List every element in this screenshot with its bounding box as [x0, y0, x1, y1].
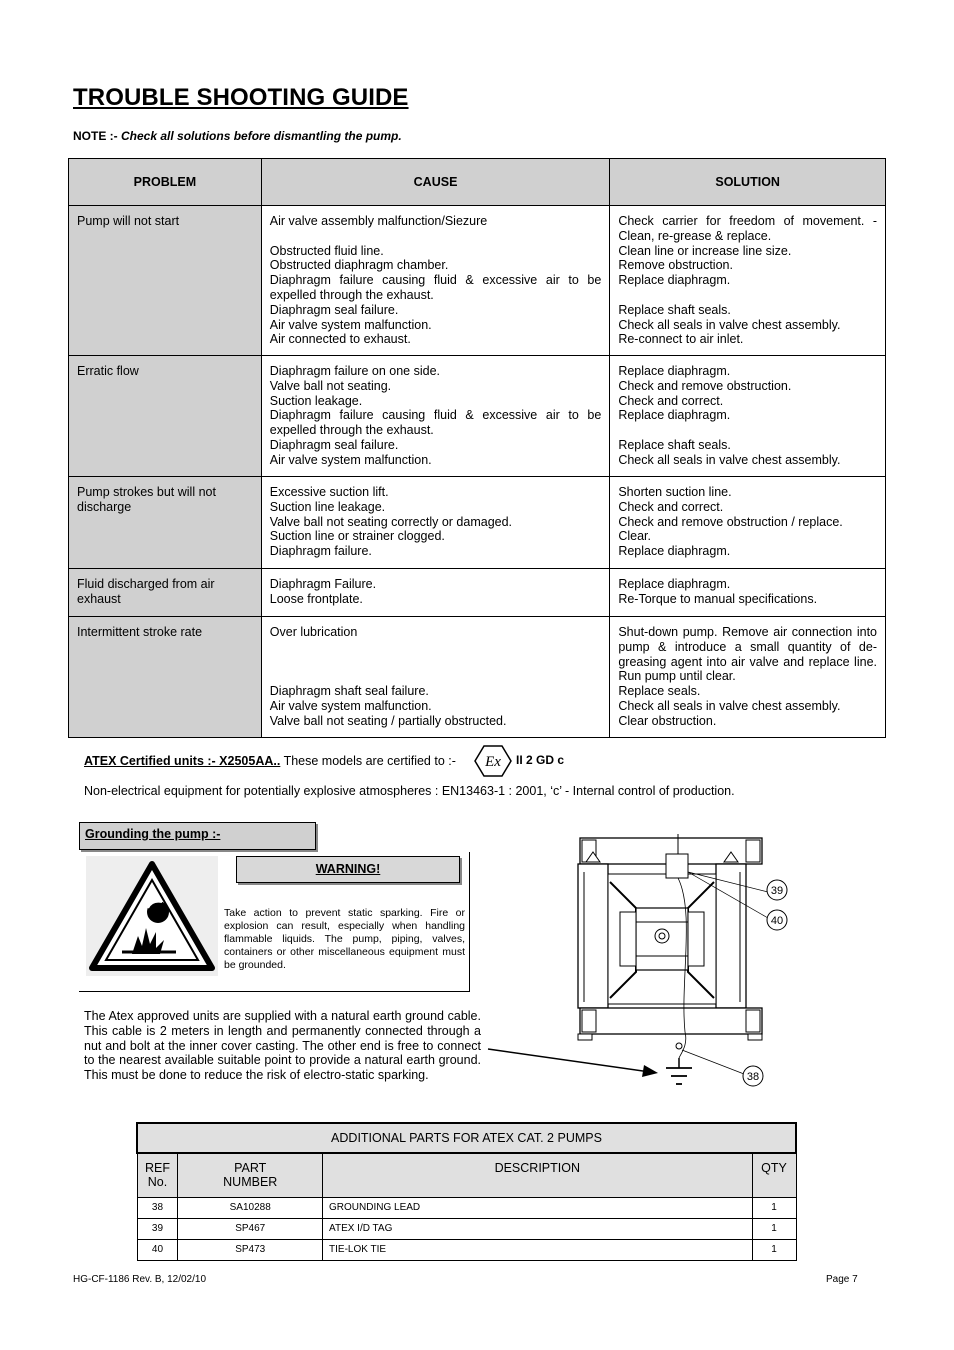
solution-cell [610, 617, 886, 738]
header-cause: CAUSE [261, 159, 610, 206]
pump-diagram [480, 832, 800, 1099]
cause-cell [261, 356, 610, 477]
row-desc: TIE-LOK TIE [323, 1239, 753, 1260]
cause-line: Loose frontplate. [269, 591, 363, 606]
row-ref: 38 [137, 1197, 178, 1218]
solution-line: Check all seals in valve chest assembly. [618, 698, 841, 713]
solution-line: Replace diaphragm. [618, 577, 731, 591]
solution-line: Replace diaphragm. [618, 273, 731, 288]
problem-cell: Intermittent stroke rate [69, 617, 262, 738]
solution-cell [610, 206, 886, 356]
callout-38: 38 [746, 1071, 760, 1083]
table-header-row [69, 159, 886, 206]
row-qty: 1 [752, 1197, 796, 1218]
table-row [69, 206, 886, 356]
table-row [69, 617, 886, 738]
solution-line: Replace seals. [618, 684, 701, 699]
table-row [69, 356, 886, 477]
solution-line: Check and remove obstruction. [618, 378, 792, 393]
problem-cell: Erratic flow [69, 356, 262, 477]
header-problem: PROBLEM [69, 159, 262, 206]
note-text: Check all solutions before dismantling the pump. [121, 129, 402, 143]
cause-line: Air connected to exhaust. [269, 332, 411, 347]
header-part-line2: NUMBER [223, 1175, 278, 1189]
grounding-description: The Atex approved units are supplied with a natural earth ground cable. This cable is 2 meters in length and permanently connected through a nut and bolt at the inner cover casting. The other end is free to connect to the nearest available suitable point to provide a natural earth ground. This must be done to reduce the risk of electro-static sparking. [84, 1009, 481, 1083]
solution-line: Remove obstruction. [618, 258, 733, 273]
atex-certification-line [84, 754, 456, 768]
troubleshooting-table [68, 158, 886, 738]
row-part: SP473 [178, 1239, 323, 1260]
solution-line: Check all seals in valve chest assembly. [618, 317, 841, 332]
cause-line: Obstructed fluid line. [269, 243, 384, 258]
cause-line: Diaphragm seal failure. [269, 437, 399, 452]
parts-caption: ADDITIONAL PARTS FOR ATEX CAT. 2 PUMPS [137, 1123, 796, 1153]
header-ref [137, 1153, 178, 1197]
solution-line: Check all seals in valve chest assembly. [618, 452, 841, 467]
atex-standard-text: Non-electrical equipment for potentially explosive atmospheres : EN13463-1 : 2001, ‘c’ - Internal control of production. [84, 784, 735, 798]
cause-line: Over lubrication [269, 625, 358, 639]
cause-cell [261, 617, 610, 738]
cause-cell [261, 569, 610, 617]
solution-line: Re-Torque to manual specifications. [618, 591, 818, 606]
solution-line: Clear. [618, 529, 651, 544]
explosion-warning-icon [86, 856, 218, 981]
solution-cell [610, 477, 886, 569]
line-gap [270, 640, 602, 655]
atex-parts-table [136, 1122, 797, 1261]
note-label: NOTE :- [73, 129, 118, 143]
line-gap [618, 423, 877, 438]
cause-line: Air valve system malfunction. [269, 698, 432, 713]
header-qty: QTY [752, 1153, 796, 1197]
callout-40: 40 [770, 915, 784, 927]
atex-code: II 2 GD c [516, 753, 565, 767]
problem-cell: Fluid discharged from air exhaust [69, 569, 262, 617]
cause-line: Air valve system malfunction. [269, 317, 432, 332]
cause-line: Suction line leakage. [269, 499, 386, 514]
cause-line: Diaphragm shaft seal failure. [269, 684, 429, 699]
solution-line: Shut-down pump. Remove air connection into pump & introduce a small quantity of de-greasing agent into air valve and replace line. Run pump until clear. [618, 625, 877, 684]
row-part: SA10288 [178, 1197, 323, 1218]
atex-text: These models are certified to :- [280, 754, 456, 768]
cause-line: Excessive suction lift. [269, 485, 389, 499]
table-row [137, 1239, 796, 1260]
cause-line: Diaphragm failure. [269, 544, 372, 559]
header-ref-line2: No. [147, 1175, 168, 1189]
table-row [137, 1197, 796, 1218]
row-qty: 1 [752, 1218, 796, 1239]
solution-line: Clear obstruction. [618, 713, 717, 728]
row-part: SP467 [178, 1218, 323, 1239]
parts-caption-row [137, 1123, 796, 1153]
cause-line: Diaphragm Failure. [269, 577, 377, 591]
solution-line: Check and correct. [618, 393, 724, 408]
cause-cell [261, 206, 610, 356]
warning-text: Take action to prevent static sparking. Fire or explosion can result, especially when handling flammable liquids. The pump, piping, valves, containers or other miscellaneous equipment must be grounded. [224, 907, 465, 971]
ex-mark-text: Ex [485, 754, 501, 770]
grounding-header: Grounding the pump :- [79, 822, 316, 850]
footer-doc-id: HG-CF-1186 Rev. B, 12/02/10 [73, 1274, 207, 1285]
header-ref-line1: REF [144, 1161, 170, 1175]
atex-label: ATEX Certified units :- X2505AA.. [84, 754, 281, 768]
line-gap [270, 229, 602, 244]
cause-line: Diaphragm failure causing fluid & excessive air to be expelled through the exhaust. [269, 408, 602, 438]
solution-line: Check and remove obstruction / replace. [618, 514, 843, 529]
solution-line: Replace diaphragm. [618, 544, 731, 559]
cause-line: Air valve system malfunction. [269, 452, 432, 467]
cause-line: Obstructed diaphragm chamber. [269, 258, 449, 273]
cause-line: Diaphragm failure on one side. [269, 364, 441, 378]
cause-line: Suction line or strainer clogged. [269, 529, 445, 544]
row-desc: GROUNDING LEAD [323, 1197, 753, 1218]
table-row [137, 1218, 796, 1239]
solution-line: Check carrier for freedom of movement. - Clean, re-grease & replace. [618, 214, 877, 243]
solution-line: Re-connect to air inlet. [618, 332, 744, 347]
solution-line: Replace diaphragm. [618, 408, 731, 423]
cause-line: Valve ball not seating. [269, 378, 392, 393]
solution-cell [610, 356, 886, 477]
line-gap [270, 655, 602, 670]
cause-line: Suction leakage. [269, 393, 363, 408]
solution-line: Replace shaft seals. [618, 302, 731, 317]
footer-page-number: Page 7 [826, 1274, 858, 1285]
table-row [69, 569, 886, 617]
cause-line: Diaphragm seal failure. [269, 302, 399, 317]
solution-line: Shorten suction line. [618, 485, 732, 499]
cause-line: Diaphragm failure causing fluid & excessive air to be expelled through the exhaust. [269, 273, 602, 302]
note [73, 129, 402, 143]
ex-hexagon-icon [474, 745, 512, 782]
header-part-line1: PART [234, 1161, 267, 1175]
cause-cell [261, 477, 610, 569]
solution-line: Check and correct. [618, 499, 724, 514]
page-title: TROUBLE SHOOTING GUIDE [73, 84, 409, 111]
cause-line: Air valve assembly malfunction/Siezure [269, 214, 488, 228]
line-gap [618, 288, 877, 303]
warning-title: WARNING! [236, 856, 460, 883]
row-ref: 39 [137, 1218, 178, 1239]
table-row [69, 477, 886, 569]
line-gap [270, 669, 602, 684]
cause-line: Valve ball not seating correctly or damaged. [269, 514, 513, 529]
solution-line: Replace shaft seals. [618, 437, 731, 452]
solution-line: Clean line or increase line size. [618, 243, 792, 258]
solution-cell [610, 569, 886, 617]
row-desc: ATEX I/D TAG [323, 1218, 753, 1239]
row-qty: 1 [752, 1239, 796, 1260]
problem-cell: Pump strokes but will not discharge [69, 477, 262, 569]
header-part-number [178, 1153, 323, 1197]
header-description: DESCRIPTION [323, 1153, 753, 1197]
cause-line: Valve ball not seating / partially obstructed. [269, 713, 507, 728]
callout-39: 39 [770, 885, 784, 897]
row-ref: 40 [137, 1239, 178, 1260]
solution-line: Replace diaphragm. [618, 364, 731, 378]
header-solution: SOLUTION [610, 159, 886, 206]
problem-cell: Pump will not start [69, 206, 262, 356]
parts-header-row [137, 1153, 796, 1197]
